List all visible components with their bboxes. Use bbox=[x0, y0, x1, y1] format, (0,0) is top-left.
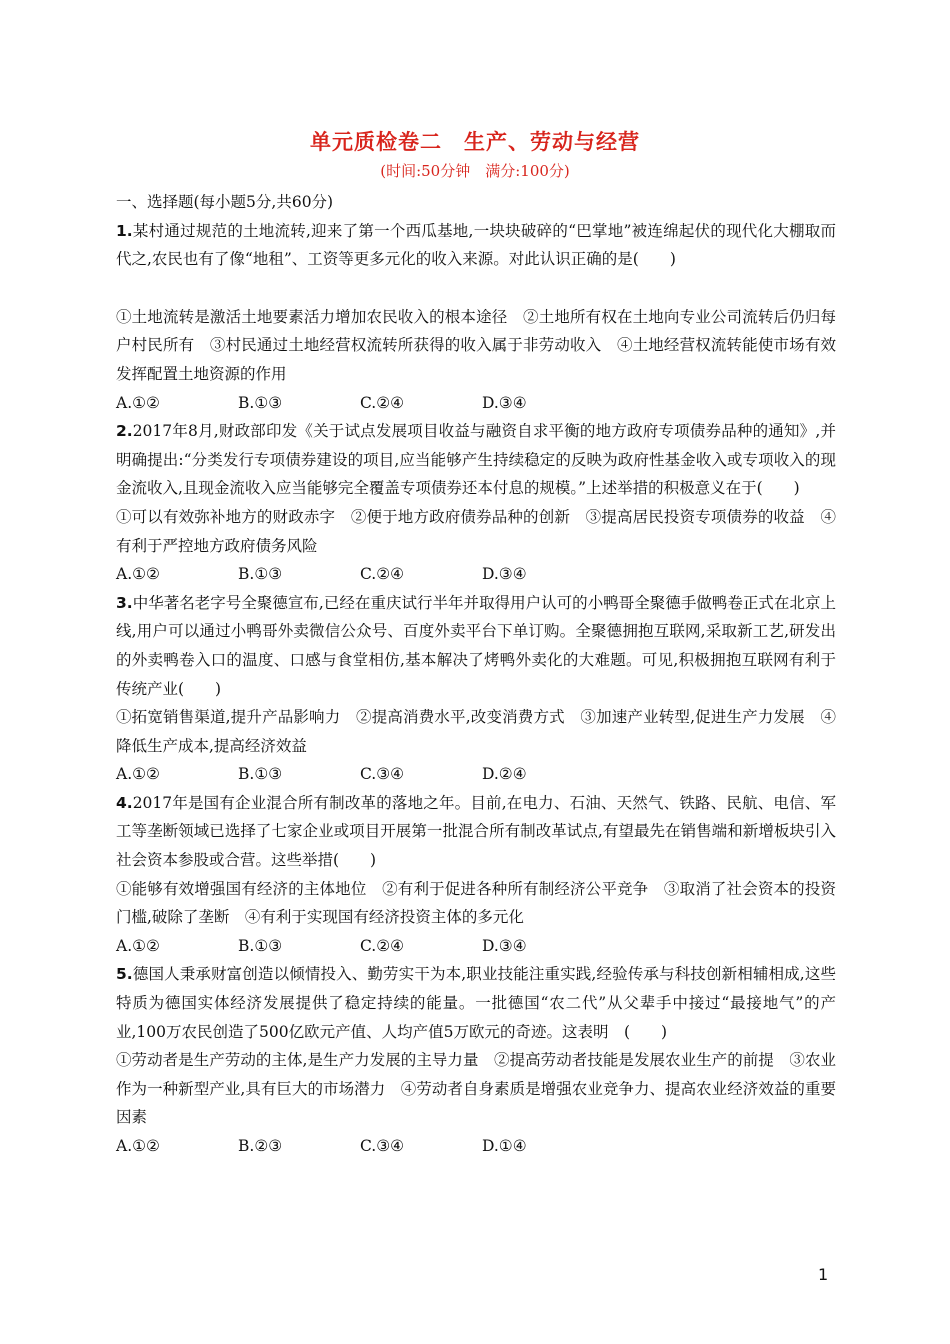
option-b: B.②③ bbox=[238, 1137, 283, 1155]
option-a: A.①② bbox=[116, 936, 160, 955]
option-d: D.③④ bbox=[482, 565, 527, 584]
option-d: D.③④ bbox=[482, 393, 527, 412]
question-number: 5. bbox=[116, 965, 133, 984]
option-b: B.①③ bbox=[238, 393, 283, 412]
question-3 bbox=[116, 589, 836, 789]
question-stem bbox=[116, 417, 836, 503]
question-stem bbox=[116, 217, 836, 274]
question-5 bbox=[116, 960, 836, 1160]
question-text: 某村通过规范的土地流转,迎来了第一个西瓜基地,一块块破碎的“巴掌地”被连绵起伏的现代化大棚取而代之,农民也有了像“地租”、工资等更多元化的收入来源。对此认识正确的是( ) bbox=[116, 221, 836, 269]
page-number: 1 bbox=[818, 1265, 829, 1284]
question-text: 中华著名老字号全聚德宣布,已经在重庆试行半年并取得用户认可的小鸭哥全聚德手做鸭卷正式在北京上线,用户可以通过小鸭哥外卖微信公众号、百度外卖平台下单订购。全聚德拥抱互联网,采取新工艺,研发出的外卖鸭卷入口的温度、口感与食堂相仿,基本解决了烤鸭外卖化的大难题。可见,积极拥抱互联网有利于传统产业( ) bbox=[116, 593, 836, 698]
question-statements: ①拓宽销售渠道,提升产品影响力 ②提高消费水平,改变消费方式 ③加速产业转型,促进生产力发展 ④降低生产成本,提高经济效益 bbox=[116, 708, 836, 755]
section-heading: 一、选择题(每小题5分,共60分) bbox=[116, 193, 334, 211]
option-d: D.③④ bbox=[482, 936, 527, 955]
question-statements: ①能够有效增强国有经济的主体地位 ②有利于促进各种所有制经济公平竞争 ③取消了社会资本的投资门槛,破除了垄断 ④有利于实现国有经济投资主体的多元化 bbox=[116, 879, 836, 927]
question-statements: ①土地流转是激活土地要素活力增加农民收入的根本途径 ②土地所有权在土地向专业公司流转后仍归每户村民所有 ③村民通过土地经营权流转所获得的收入属于非劳动收入 ④土地经营权流转能使市场有效发挥配置土地资源的作用 bbox=[116, 307, 836, 383]
page-title: 单元质检卷二 生产、劳动与经营 bbox=[310, 130, 640, 154]
question-number: 4. bbox=[116, 793, 133, 812]
option-a: A.①② bbox=[116, 565, 160, 584]
option-b: B.①③ bbox=[238, 565, 283, 584]
option-c: C.③④ bbox=[360, 765, 405, 784]
question-4 bbox=[116, 789, 836, 961]
question-number: 1. bbox=[116, 221, 133, 240]
question-number: 3. bbox=[116, 593, 133, 612]
question-statements: ①劳动者是生产劳动的主体,是生产力发展的主导力量 ②提高劳动者技能是发展农业生产的前提 ③农业作为一种新型产业,具有巨大的市场潜力 ④劳动者自身素质是增强农业竞争力、提高农业经济效益的重要因素 bbox=[116, 1051, 836, 1127]
question-options bbox=[116, 560, 836, 589]
question-stem bbox=[116, 789, 836, 875]
question-text: 2017年是国有企业混合所有制改革的落地之年。目前,在电力、石油、天然气、铁路、民航、电信、军工等垄断领域已选择了七家企业或项目开展第一批混合所有制改革试点,有望最先在销售端和新增板块引入社会资本参股或合营。这些举措( ) bbox=[116, 793, 836, 870]
option-c: C.②④ bbox=[360, 393, 405, 412]
question-options bbox=[116, 932, 836, 961]
question-text: 德国人秉承财富创造以倾情投入、勤劳实干为本,职业技能注重实践,经验传承与科技创新相辅相成,这些特质为德国实体经济发展提供了稳定持续的能量。一批德国“农二代”从父辈手中接过“最接地气”的产业,100万农民创造了500亿欧元产值、人均产值5万欧元的奇迹。这表明 ( ) bbox=[116, 965, 836, 1041]
question-number: 2. bbox=[116, 422, 133, 441]
content bbox=[116, 188, 836, 1161]
option-a: A.①② bbox=[116, 393, 160, 412]
page-subtitle: (时间:50分钟 满分:100分) bbox=[380, 162, 570, 180]
question-2 bbox=[116, 417, 836, 589]
option-c: C.③④ bbox=[360, 1137, 405, 1155]
option-a: A.①② bbox=[116, 765, 160, 784]
option-d: D.①④ bbox=[482, 1137, 527, 1155]
answer-gap bbox=[116, 274, 836, 303]
option-b: B.①③ bbox=[238, 936, 283, 955]
option-a: A.①② bbox=[116, 1137, 160, 1155]
question-stem bbox=[116, 960, 836, 1046]
option-c: C.②④ bbox=[360, 936, 405, 955]
question-options bbox=[116, 1132, 836, 1161]
question-options bbox=[116, 389, 836, 418]
question-statements: ①可以有效弥补地方的财政赤字 ②便于地方政府债券品种的创新 ③提高居民投资专项债券的收益 ④有利于严控地方政府债务风险 bbox=[116, 507, 836, 555]
option-c: C.②④ bbox=[360, 565, 405, 584]
option-d: D.②④ bbox=[482, 765, 527, 784]
question-1 bbox=[116, 217, 836, 418]
question-options bbox=[116, 760, 836, 789]
option-b: B.①③ bbox=[238, 765, 283, 784]
question-text: 2017年8月,财政部印发《关于试点发展项目收益与融资自求平衡的地方政府专项债券品种的通知》,并明确提出:“分类发行专项债券建设的项目,应当能够产生持续稳定的反映为政府性基金收入或专项收入的现金流收入,且现金流收入应当能够完全覆盖专项债券还本付息的规模。”上述举措的积极意义在于( ) bbox=[116, 422, 836, 498]
question-stem bbox=[116, 589, 836, 703]
